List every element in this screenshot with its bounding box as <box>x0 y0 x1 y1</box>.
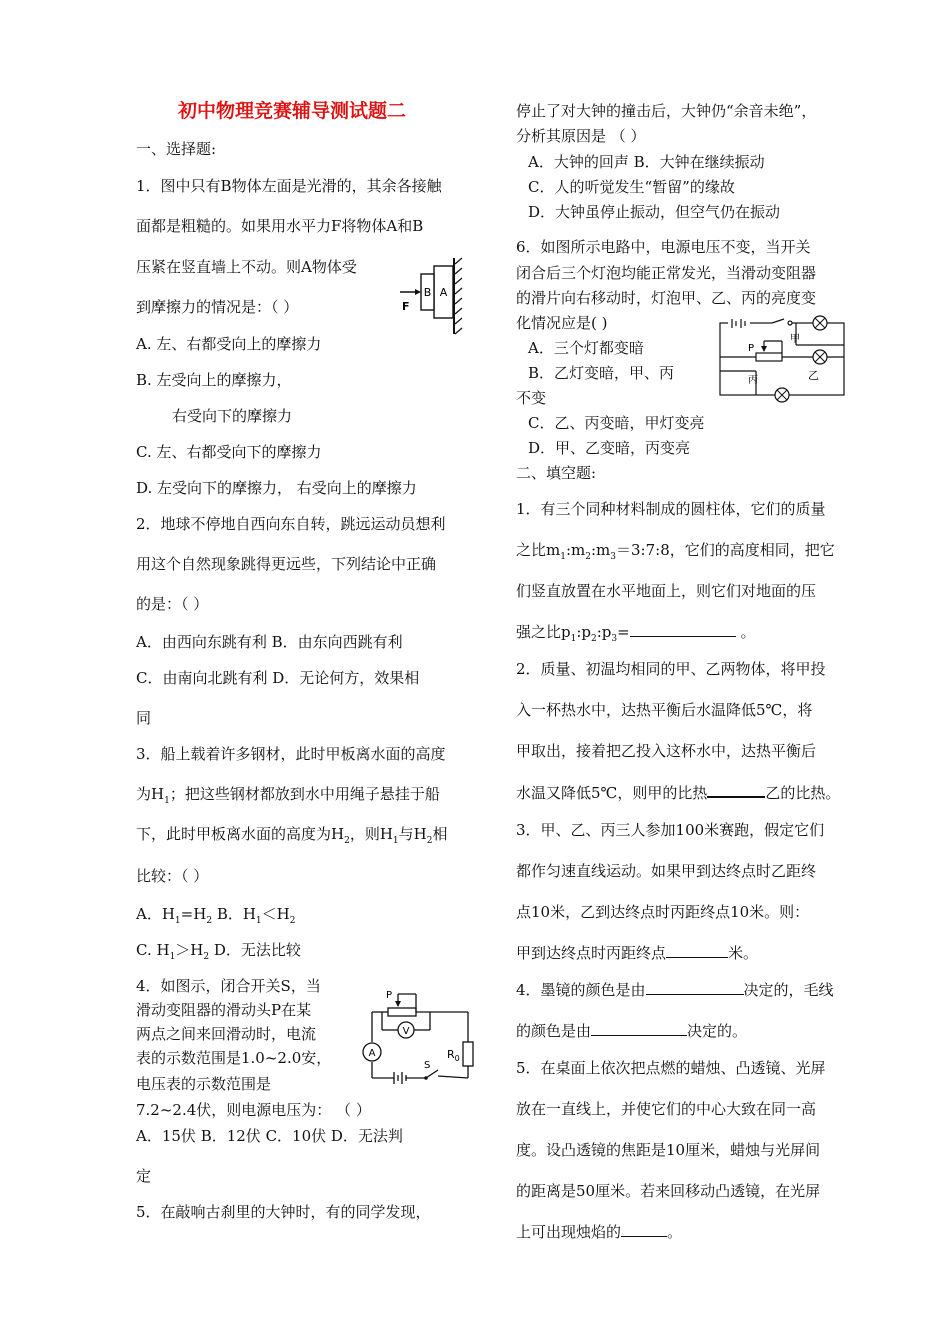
switch-s-label: S <box>424 1060 431 1071</box>
slider-p-label: P <box>748 343 755 354</box>
voltmeter-v-label: V <box>402 1026 410 1037</box>
q1-line: 面都是粗糙的。如果用水平力F将物体A和B <box>136 217 424 235</box>
lamp-jia-label: 甲 <box>790 334 800 345</box>
f1-answer-blank[interactable] <box>630 622 736 637</box>
q5-option: D．大钟虽停止振动，但空气仍在振动 <box>528 203 781 221</box>
q2-option: A．由西向东跳有利 B．由东向西跳有利 <box>136 633 403 651</box>
q1-option: 右受向下的摩擦力 <box>172 407 293 425</box>
block-a-label: A <box>439 286 448 299</box>
q1-option: B. 左受向上的摩擦力， <box>136 371 292 389</box>
q1-line: 1．图中只有B物体左面是光滑的，其余各接触 <box>136 177 442 195</box>
resistor-r0-label: $R_0$ <box>447 1048 460 1063</box>
q2-line: 2．地球不停地自西向东自转，跳远运动员想利 <box>136 515 446 533</box>
f4-answer-blank-2[interactable] <box>591 1021 687 1036</box>
f2-line: 2．质量、初温均相同的甲、乙两物体，将甲投 <box>516 660 826 678</box>
q1-option: D. 左受向下的摩擦力， 右受向上的摩擦力 <box>136 479 417 497</box>
q6-option: D．甲、乙变暗，丙变亮 <box>528 439 691 457</box>
ammeter-a-label: A <box>368 1048 376 1059</box>
q6-option: 不变 <box>516 389 547 407</box>
q4-circuit-figure <box>358 986 476 1098</box>
block-b-label: B <box>423 286 432 299</box>
f1-line: 1．有三个同种材料制成的圆柱体，它们的质量 <box>516 500 826 518</box>
section-choice-heading: 一、选择题: <box>136 140 217 158</box>
q4-option: 定 <box>136 1167 152 1185</box>
f5-answer-blank[interactable] <box>621 1222 667 1237</box>
q3-line: 比较：（ ） <box>136 867 209 885</box>
q6-option: A．三个灯都变暗 <box>528 339 644 357</box>
section-fill-heading: 二、填空题: <box>516 464 597 482</box>
q4-line: 滑动变阻器的滑动头P在某 <box>136 1001 312 1019</box>
q5-line: 分析其原因是 （ ） <box>516 127 646 145</box>
f1-line: 之比$m_1:m_2:m_3=3:7:8$，它们的高度相同，把它 <box>516 541 835 562</box>
f4-line: 4．墨镜的颜色是由 决定的，毛线 <box>516 981 834 999</box>
q5-option: A．大钟的回声 B．大钟在继续振动 <box>528 153 765 171</box>
q4-line: 两点之间来回滑动时，电流 <box>136 1025 317 1043</box>
q1-option: A. 左、右都受向上的摩擦力 <box>136 335 322 353</box>
q5-line: 5．在敲响古刹里的大钟时，有的同学发现， <box>136 1203 431 1221</box>
q6-line: 闭合后三个灯泡均能正常发光，当滑动变阻器 <box>516 264 817 282</box>
q5-option: C．人的听觉发生“暂留”的缘故 <box>528 178 735 196</box>
lamp-yi-label: 乙 <box>808 369 819 382</box>
f3-answer-blank[interactable] <box>666 943 728 958</box>
q1-line: 压紧在竖直墙上不动。则A物体受 <box>136 258 357 276</box>
f4-answer-blank-1[interactable] <box>646 980 744 995</box>
q1-option: C. 左、右都受向下的摩擦力 <box>136 443 322 461</box>
q6-line: 6．如图所示电路中，电源电压不变，当开关 <box>516 238 811 256</box>
q2-line: 用这个自然现象跳得更远些，下列结论中正确 <box>136 555 437 573</box>
f5-line: 的距离是50厘米。若来回移动凸透镜，在光屏 <box>516 1182 821 1200</box>
f5-line: 5．在桌面上依次把点燃的蜡烛、凸透镜、光屏 <box>516 1059 826 1077</box>
q4-line: 表的示数范围是1.0~2.0安， <box>136 1049 332 1067</box>
force-f-label: F <box>402 300 410 313</box>
f2-line: 甲取出，接着把乙投入这杯水中，达热平衡后 <box>516 742 817 760</box>
q4-option: A．15伏 B．12伏 C．10伏 D．无法判 <box>136 1127 403 1145</box>
f2-line: 水温又降低5℃，则甲的比热 乙的比热。 <box>516 784 841 802</box>
q3-line: 下，此时甲板离水面的高度为$H_2$，则$H_1$与$H_2$相 <box>136 825 448 846</box>
f3-line: 点10米，乙到达终点时丙距终点10米。则： <box>516 903 810 921</box>
f5-line: 上可出现烛焰的 。 <box>516 1223 683 1241</box>
f2-line: 入一杯热水中，达热平衡后水温降低5℃，将 <box>516 701 813 719</box>
q6-line: 的滑片向右移动时，灯泡甲、乙、丙的亮度变 <box>516 289 817 307</box>
q3-line: 3．船上载着许多钢材，此时甲板离水面的高度 <box>136 745 446 763</box>
q2-option: 同 <box>136 709 152 727</box>
q5-line: 停止了对大钟的撞击后，大钟仍“余音未绝”， <box>516 102 817 120</box>
q1-line: 到摩擦力的情况是：（ ） <box>136 298 299 316</box>
q3-options-row: A．$H_1=H_2$ B．$H_1<H_2$ <box>136 905 296 926</box>
q4-line: 4．如图示，闭合开关S，当 <box>136 977 321 995</box>
f2-answer-blank[interactable] <box>707 782 765 798</box>
q6-line: 化情况应是( ) <box>516 314 608 332</box>
f3-line: 都作匀速直线运动。如果甲到达终点时乙距终 <box>516 862 817 880</box>
f4-line: 的颜色是由 决定的。 <box>516 1022 748 1040</box>
lamp-bing-icon <box>775 388 789 402</box>
q3-options-row: C. $H_1>H_2$ D．无法比较 <box>136 941 301 962</box>
lamp-bing-label: 丙 <box>748 375 758 386</box>
q2-option: C．由南向北跳有利 D．无论何方，效果相 <box>136 669 420 687</box>
f3-line: 甲到达终点时丙距终点 米。 <box>516 944 759 962</box>
slider-p-label: P <box>386 990 393 1001</box>
q4-line: 7.2~2.4伏，则电源电压为： （ ） <box>136 1101 371 1119</box>
q6-option: C．乙、丙变暗，甲灯变亮 <box>528 414 705 432</box>
q3-line: 为$H_1$；把这些钢材都放到水中用绳子悬挂于船 <box>136 785 440 806</box>
q6-option: B．乙灯变暗，甲、丙 <box>528 364 675 382</box>
q1-figure <box>398 256 464 336</box>
f1-line: 们竖直放置在水平地面上，则它们对地面的压 <box>516 582 817 600</box>
f5-line: 度。设凸透镜的焦距是10厘米，蜡烛与光屏间 <box>516 1141 821 1159</box>
q4-line: 电压表的示数范围是 <box>136 1075 272 1093</box>
lamp-yi-icon <box>813 350 827 364</box>
f5-line: 放在一直线上，并使它们的中心大致在同一高 <box>516 1100 817 1118</box>
f1-line: 强之比$p_1:p_2:p_3=$ 。 <box>516 623 756 644</box>
q2-line: 的是：（ ） <box>136 595 209 613</box>
f3-line: 3．甲、乙、丙三人参加100米赛跑，假定它们 <box>516 821 825 839</box>
q6-circuit-figure <box>716 319 848 405</box>
lamp-jia-icon <box>813 316 827 330</box>
page-title: 初中物理竞赛辅导测试题二 <box>178 100 407 122</box>
